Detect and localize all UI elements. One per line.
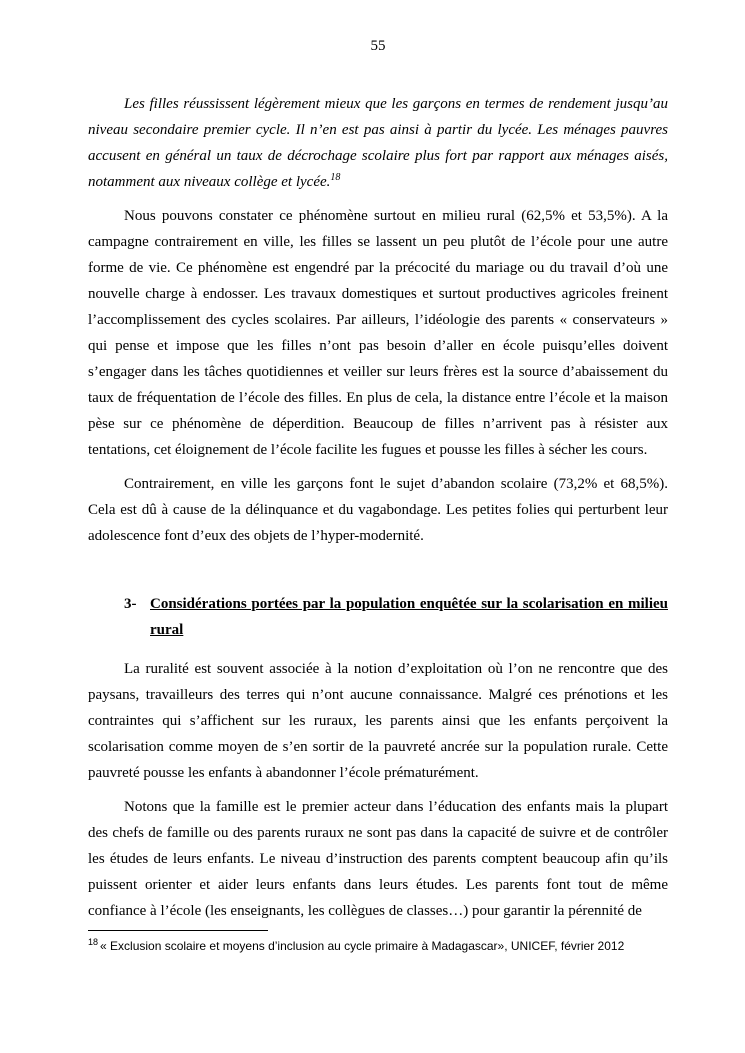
footnote-reference-marker: 18	[330, 172, 341, 183]
footnote	[88, 938, 668, 954]
paragraph-intro	[88, 91, 668, 195]
paragraph-rural-phenomenon: Nous pouvons constater ce phénomène surtout en milieu rural (62,5% et 53,5%). A la campagne contrairement en ville, les filles se lassent un peu plutôt de l’école pour une autre forme de vie. Ce phénomène est engendré par la précocité du mariage ou du travail d’où une nouvelle charge à endosser. Les travaux domestiques et surtout productives agricoles freinent l’accomplissement des cycles scolaires. Par ailleurs, l’idéologie des parents « conservateurs » qui pense et impose que les filles n’ont pas besoin d’aller en école puisqu’elles doivent s’engager dans les tâches quotidiennes et veiller sur leurs frères est la source d’abaissement du taux de fréquentation de l’école des filles. En plus de cela, la distance entre l’école et la maison pèse sur ce phénomène de déperdition. Beaucoup de filles n’arrivent pas à résister aux tentations, cet éloignement de l’école facilite les fugues et pousse les filles à sécher les cours.	[88, 208, 668, 458]
paragraph-rurality: La ruralité est souvent associée à la notion d’exploitation où l’on ne rencontre que des paysans, travailleurs des terres qui n’ont aucune connaissance. Malgré ces prénotions et les contraintes qui s’affichent sur les ruraux, les parents ainsi que les enfants perçoivent la scolarisation comme moyen de s’en sortir de la pauvreté ancrée sur la population rurale. Cette pauvreté pousse les enfants à abandonner l’école prématurément.	[88, 661, 668, 781]
paragraph-family-role: Notons que la famille est le premier acteur dans l’éducation des enfants mais la plupart des chefs de famille ou des parents ruraux ne sont pas dans la capacité de suivre et de contrôler les études de leurs enfants. Le niveau d’instruction des parents comptent beaucoup afin qu’ils puissent orienter et aider leurs enfants dans leurs études. Les parents font tout de même confiance à l’école (les enseignants, les collègues de classes…) pour garantir la pérennité de	[88, 799, 668, 919]
page-number: 55	[370, 38, 386, 54]
footnote-area	[88, 930, 668, 954]
footnote-text: « Exclusion scolaire et moyens d’inclusion au cycle primaire à Madagascar», UNICEF, février 2012	[100, 939, 625, 953]
section-heading-number: 3-	[124, 596, 137, 612]
paragraph-intro-text: Les filles réussissent légèrement mieux que les garçons en termes de rendement jusqu’au niveau secondaire premier cycle. Il n’en est pas ainsi à partir du lycée. Les ménages pauvres accusent en général un taux de décrochage scolaire plus fort par rapport aux ménages aisés, notamment aux niveaux collège et lycée.	[88, 96, 668, 190]
section-heading	[124, 591, 668, 643]
footnote-separator-line	[88, 930, 268, 931]
footnote-number: 18	[88, 937, 99, 947]
section-heading-title: Considérations portées par la population enquêtée sur la scolarisation en milieu rural	[150, 596, 668, 638]
paragraph-urban-dropout: Contrairement, en ville les garçons font le sujet d’abandon scolaire (73,2% et 68,5%). Cela est dû à cause de la délinquance et du vagabondage. Les petites folies qui perturbent leur adolescence font d’eux des objets de l’hyper-modernité.	[88, 476, 668, 544]
